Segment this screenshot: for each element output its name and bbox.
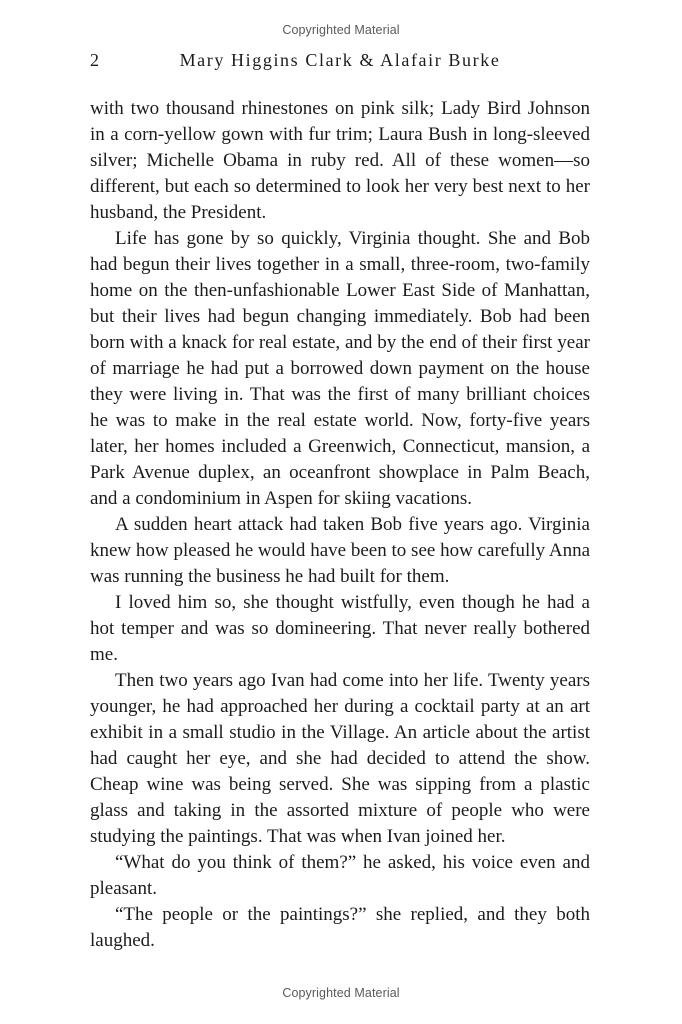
paragraph: I loved him so, she thought wistfully, even though he had a hot temper and was so domineering. That never really bothered me. <box>90 592 590 665</box>
paragraph: Then two years ago Ivan had come into her life. Twenty years younger, he had approached her during a cocktail party at an art exhibit in a small studio in the Village. An article about the artist had caught her eye, and she had decided to attend the show. Cheap wine was being served. She was sipping from a plastic glass and taking in the assorted mixture of people who were studying the paintings. That was when Ivan joined her. <box>90 670 590 847</box>
body-text <box>90 96 590 954</box>
paragraph: A sudden heart attack had taken Bob five years ago. Virginia knew how pleased he would have been to see how carefully Anna was running the business he had built for them. <box>90 514 590 587</box>
running-title: Mary Higgins Clark & Alafair Burke <box>179 50 501 70</box>
paragraph-continued: with two thousand rhinestones on pink silk; Lady Bird Johnson in a corn-yellow gown with fur trim; Laura Bush in long-sleeved silver; Michelle Obama in ruby red. All of these women—so different, but each so determined to look her very best next to her husband, the President. <box>90 98 590 223</box>
paragraph: Life has gone by so quickly, Virginia thought. She and Bob had begun their lives together in a small, three-room, two-family home on the then-unfashionable Lower East Side of Manhattan, but their lives had begun changing immediately. Bob had been born with a knack for real estate, and by the end of their first year of marriage he had put a borrowed down payment on the house they were living in. That was the first of many brilliant choices he was to make in the real estate world. Now, forty-five years later, her homes included a Greenwich, Connecticut, mansion, a Park Avenue duplex, an oceanfront showplace in Palm Beach, and a condominium in Aspen for skiing vacations. <box>90 228 590 509</box>
copyright-watermark-bottom: Copyrighted Material <box>282 986 400 1000</box>
page-number: 2 <box>90 50 99 70</box>
paragraph: “The people or the paintings?” she replied, and they both laughed. <box>90 904 590 951</box>
running-head <box>90 50 590 76</box>
paragraph: “What do you think of them?” he asked, his voice even and pleasant. <box>90 852 590 899</box>
copyright-watermark-top: Copyrighted Material <box>282 23 400 37</box>
